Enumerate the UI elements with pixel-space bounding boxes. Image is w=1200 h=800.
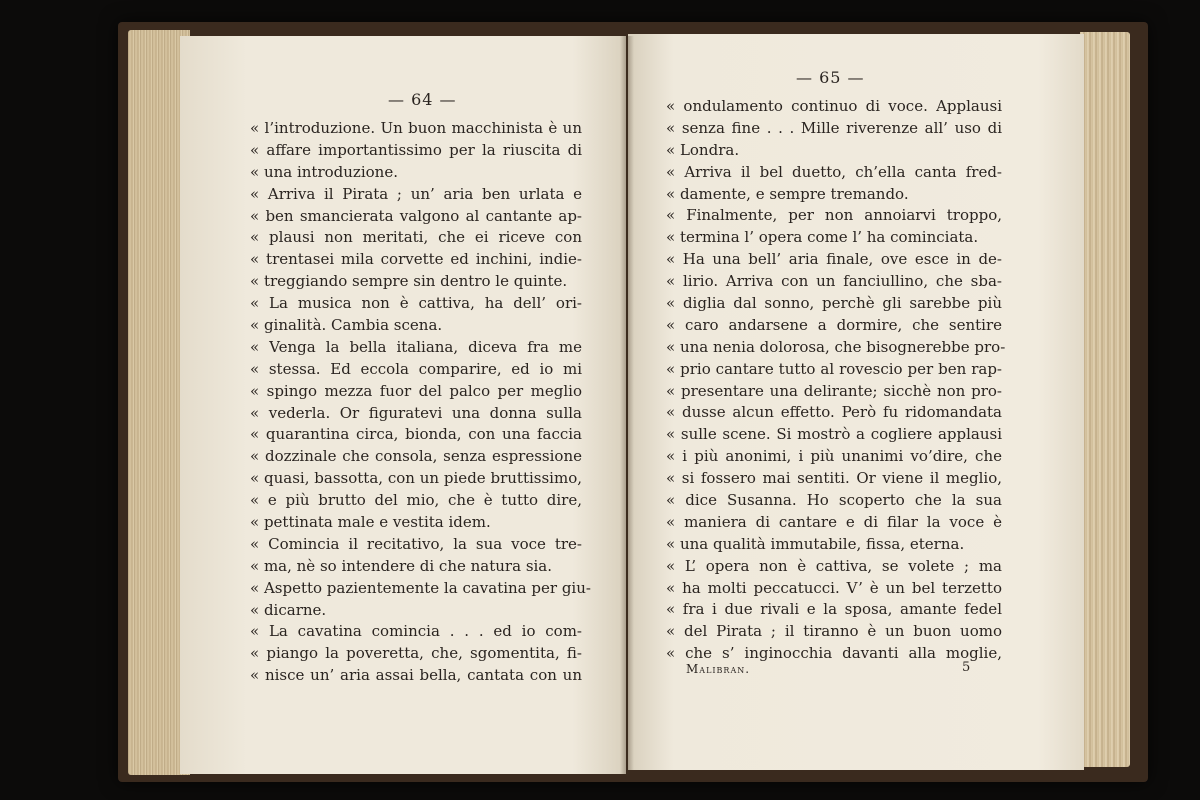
text-line: « ginalità. Cambia scena. — [250, 316, 443, 335]
text-line: « quasi, bassotta, con un piede bruttissimo, — [250, 469, 582, 488]
text-line: « una introduzione. — [250, 162, 398, 181]
text-line: « dusse alcun effetto. Però fu ridomandata — [666, 403, 1002, 422]
text-line: « che s’ inginocchia davanti alla moglie, — [666, 644, 1002, 663]
text-line: « pettinata male e vestita idem. — [250, 513, 491, 532]
text-line: « sulle scene. Si mostrò a cogliere applausi — [666, 425, 1002, 444]
page-number: — 64 — — [388, 90, 457, 109]
right-page — [628, 34, 1084, 770]
text-line: « termina l’ opera come l’ ha cominciata. — [666, 228, 979, 247]
text-line: « L’ opera non è cattiva, se volete ; ma — [666, 556, 1002, 575]
text-line: « Arriva il Pirata ; un’ aria ben urlata e — [250, 184, 582, 203]
text-line: « l’introduzione. Un buon macchinista è un — [250, 119, 582, 137]
text-line: « lirio. Arriva con un fanciullino, che sba- — [666, 272, 1002, 291]
text-line: « e più brutto del mio, che è tutto dire, — [250, 491, 582, 510]
text-line: « fra i due rivali e la sposa, amante fedel — [666, 600, 1002, 619]
text-line: « Arriva il bel duetto, ch’ella canta fred- — [666, 162, 1002, 181]
text-line: « ha molti peccatucci. V’ è un bel terzetto — [666, 578, 1002, 597]
text-line: « spingo mezza fuor del palco per meglio — [250, 381, 582, 400]
text-line: « Ha una bell’ aria finale, ove esce in de- — [666, 250, 1002, 269]
signature-number: 5 — [962, 660, 971, 675]
text-line: « dice Susanna. Ho scoperto che la sua — [666, 491, 1002, 510]
text-line: « vederla. Or figuratevi una donna sulla — [250, 403, 582, 422]
left-page — [180, 36, 626, 774]
text-line: « prio cantare tutto al rovescio per ben rap- — [666, 359, 1002, 378]
text-line: « presentare una delirante; sicchè non pro- — [666, 381, 1002, 400]
text-line: « diglia dal sonno, perchè gli sarebbe più — [666, 294, 1002, 313]
text-line: « trentasei mila corvette ed inchini, indie- — [250, 250, 582, 269]
text-line: « piango la poveretta, che, sgomentita, fi- — [250, 644, 582, 663]
text-line: « ma, nè so intendere di che natura sia. — [250, 556, 553, 575]
text-line: « nisce un’ aria assai bella, cantata con un — [250, 666, 582, 685]
book-gutter — [620, 36, 634, 776]
text-line: « affare importantissimo per la riuscita di — [250, 140, 582, 159]
text-line: « maniera di cantare e di filar la voce è — [666, 512, 1002, 531]
text-line: « Comincia il recitativo, la sua voce tre- — [250, 534, 582, 553]
text-line: « plausi non meritati, che ei riceve con — [250, 228, 582, 247]
text-line: « i più anonimi, i più unanimi vo’dire, che — [666, 447, 1002, 466]
text-line: « Londra. — [666, 140, 740, 159]
text-line: « damente, e sempre tremando. — [666, 184, 909, 203]
text-line: « senza fine . . . Mille riverenze all’ uso di — [666, 118, 1002, 137]
text-line: « del Pirata ; il tiranno è un buon uomo — [666, 622, 1002, 641]
text-line: « caro andarsene a dormire, che sentire — [666, 315, 1002, 334]
text-line: « treggiando sempre sin dentro le quinte. — [250, 272, 568, 291]
text-block — [250, 118, 591, 687]
text-line: « ben smancierata valgono al cantante ap- — [250, 206, 582, 225]
text-line: « una nenia dolorosa, che bisognerebbe pro- — [666, 337, 1006, 356]
text-line: « una qualità immutabile, fissa, eterna. — [666, 534, 965, 553]
text-line: « si fossero mai sentiti. Or viene il meglio, — [666, 469, 1002, 488]
text-line: « dicarne. — [250, 600, 327, 619]
text-line: « ondulamento continuo di voce. Applausi — [666, 97, 1002, 115]
text-line: « La cavatina comincia . . . ed io com- — [250, 622, 582, 641]
text-line: « quarantina circa, bionda, con una faccia — [250, 425, 582, 444]
page-number: — 65 — — [796, 68, 865, 87]
text-line: « dozzinale che consola, senza espressione — [250, 447, 582, 466]
text-line: « Venga la bella italiana, diceva fra me — [250, 337, 582, 356]
text-line: « Aspetto pazientemente la cavatina per giu- — [250, 578, 591, 597]
signature-mark: Malibran. — [686, 662, 751, 676]
text-line: « La musica non è cattiva, ha dell’ ori- — [250, 294, 582, 313]
text-line: « Finalmente, per non annoiarvi troppo, — [666, 206, 1002, 225]
text-line: « stessa. Ed eccola comparire, ed io mi — [250, 359, 582, 378]
page-block-edge-right — [1080, 32, 1130, 767]
text-block — [666, 96, 1006, 665]
